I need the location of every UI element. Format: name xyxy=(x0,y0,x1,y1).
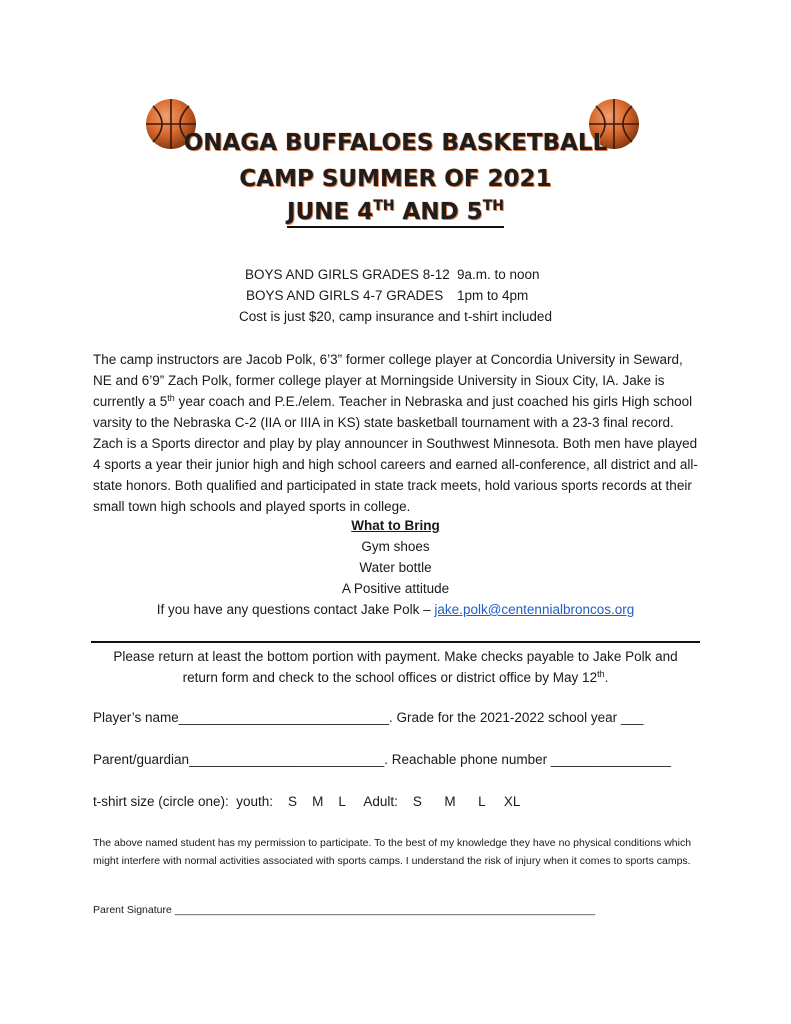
tshirt-size-field[interactable]: t-shirt size (circle one): youth: S M L Adult: S M L XL xyxy=(93,794,521,809)
schedule-time-1: 9a.m. to noon xyxy=(457,267,540,282)
permission-statement: The above named student has my permission to participate. To the best of my knowledge they have no physical conditions which might interfere with normal activities associated with sports camps. I understand the risk of injury when it comes to sports camps. xyxy=(93,837,692,867)
bring-item: Gym shoes xyxy=(361,539,430,554)
bring-item: A Positive attitude xyxy=(341,581,450,596)
player-name-grade-field[interactable]: Player’s name____________________________. Grade for the 2021-2022 school year ___ xyxy=(93,710,644,725)
camp-dates: JUNE 4TH AND 5TH xyxy=(0,198,791,225)
cost-line: Cost is just $20, camp insurance and t-shirt included xyxy=(239,309,552,324)
return-instructions-line-1: Please return at least the bottom portion with payment. Make checks payable to Jake Polk and xyxy=(113,649,678,664)
bring-item: Water bottle xyxy=(359,560,432,575)
parent-phone-field[interactable]: Parent/guardian__________________________. Reachable phone number ________________ xyxy=(93,752,672,767)
title-line-2: CAMP SUMMER OF 2021 xyxy=(239,166,552,192)
schedule-time-2: 1pm to 4pm xyxy=(457,288,529,303)
schedule-group-2: BOYS AND GIRLS 4-7 GRADES xyxy=(246,288,444,303)
title-line-1: ONAGA BUFFALOES BASKETBALL xyxy=(183,130,608,156)
parent-signature-field[interactable]: Parent Signature ________________________________________________________________________ xyxy=(93,904,596,916)
instructors-paragraph: The camp instructors are Jacob Polk, 6’3” former college player at Concordia University in Seward, NE and 6’9” Zach Polk, former college player at Morningside University in Sioux City, IA. Jake is currently a 5th year coach and P.E./elem. Teacher in Nebraska and just coached his girls High school varsity to the Nebraska C-2 (IIA or IIIA in KS) state basketball tournament with a 23-3 final record. Zach is a Sports director and play by play announcer in Southwest Minnesota. Both men have played 4 sports a year their junior high and high school careers and earned all-conference, all district and all-state honors. Both qualified and participated in state track meets, hold various sports records at their small town high schools and played sports in college. xyxy=(93,352,698,514)
return-instructions-line-2: return form and check to the school offices or district office by May 12th. xyxy=(182,669,609,685)
schedule-group-1: BOYS AND GIRLS GRADES 8-12 xyxy=(245,267,450,282)
cut-line-divider xyxy=(91,641,700,643)
what-to-bring-heading: What to Bring xyxy=(351,518,440,533)
contact-line: If you have any questions contact Jake Polk – jake.polk@centennialbroncos.org xyxy=(156,602,635,617)
contact-email-link[interactable]: jake.polk@centennialbroncos.org xyxy=(434,602,635,617)
